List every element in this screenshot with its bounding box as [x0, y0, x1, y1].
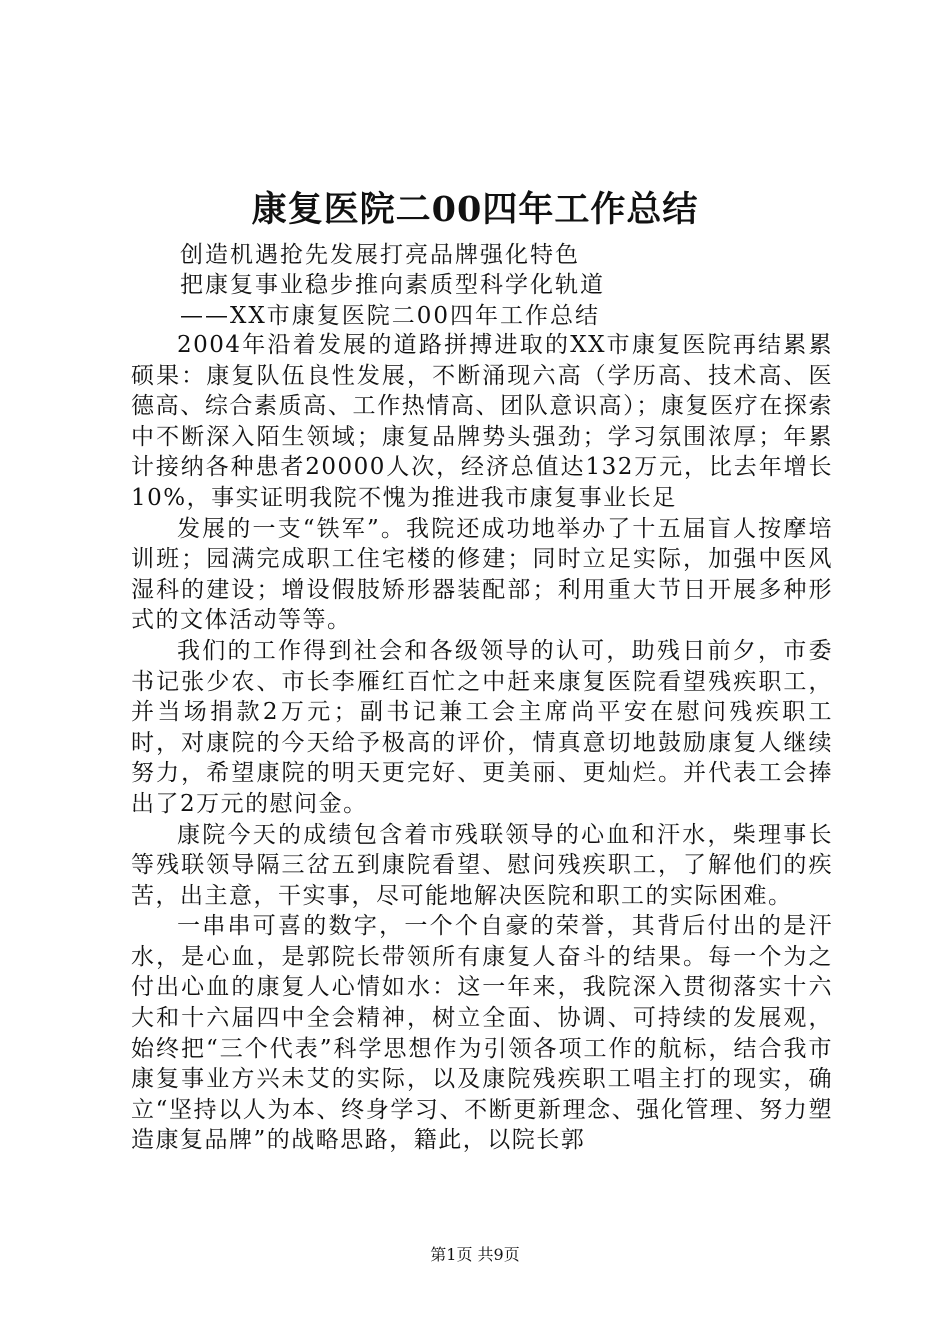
page-title: 康复医院二00四年工作总结	[251, 189, 699, 230]
paragraph-4: 康院今天的成绩包含着市残联领导的心血和汗水，柴理事长等残联领导隔三岔五到康院看望、慰问残疾职工，了解他们的疾苦，出主意，干实事，尽可能地解决医院和职工的实际困难。	[131, 821, 833, 909]
subtitle-line-3: ——XX市康复医院二00四年工作总结	[180, 303, 601, 329]
subtitle-line-2: 把康复事业稳步推向素质型科学化轨道	[180, 272, 605, 298]
page-footer: 第1页 共9页	[430, 1245, 520, 1264]
body-text	[131, 330, 833, 1156]
paragraph-3: 我们的工作得到社会和各级领导的认可，助残日前夕，市委书记张少农、市长李雁红百忙之中赶来康复医院看望残疾职工，并当场捐款2万元；副书记兼工会主席尚平安在慰问残疾职工时，对康院的今天给予极高的评价，情真意切地鼓励康复人继续努力，希望康院的明天更完好、更美丽、更灿烂。并代表工会捧出了2万元的慰问金。	[131, 637, 833, 817]
subtitle-line-1: 创造机遇抢先发展打亮品牌强化特色	[180, 242, 580, 268]
paragraph-2: 发展的一支“铁军”。我院还成功地举办了十五届盲人按摩培训班；园满完成职工住宅楼的修建；同时立足实际，加强中医风湿科的建设；增设假肢矫形器装配部；利用重大节日开展多种形式的文体活动等等。	[131, 515, 833, 634]
paragraph-1: 2004年沿着发展的道路拼搏进取的XX市康复医院再结累累硕果：康复队伍良性发展，不断涌现六高（学历高、技术高、医德高、综合素质高、工作热情高、团队意识高）；康复医疗在探索中不断深入陌生领域；康复品牌势头强劲；学习氛围浓厚；年累计接纳各种患者20000人次，经济总值达132万元，比去年增长10%，事实证明我院不愧为推进我市康复事业长足	[131, 332, 833, 511]
paragraph-5: 一串串可喜的数字，一个个自豪的荣誉，其背后付出的是汗水，是心血，是郭院长带领所有康复人奋斗的结果。每一个为之付出心血的康复人心情如水：这一年来，我院深入贯彻落实十六大和十六届四中全会精神，树立全面、协调、可持续的发展观，始终把“三个代表”科学思想作为引领各项工作的航标，结合我市康复事业方兴未艾的实际，以及康院残疾职工唱主打的现实，确立“坚持以人为本、终身学习、不断更新理念、强化管理、努力塑造康复品牌”的战略思路，籍此，以院长郭	[131, 913, 833, 1154]
